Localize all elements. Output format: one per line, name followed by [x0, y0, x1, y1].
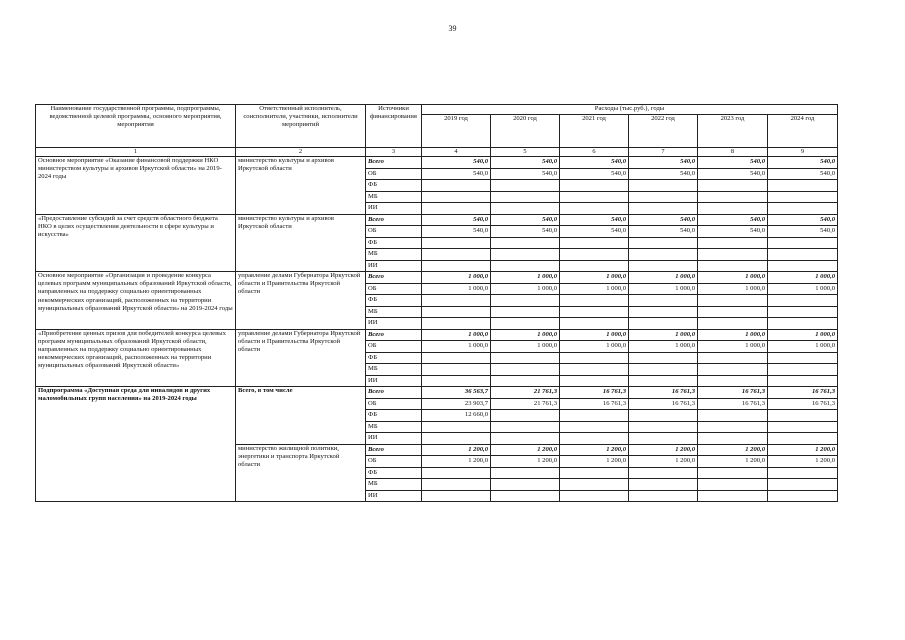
row-value	[422, 203, 491, 215]
row-value: 540,0	[698, 157, 768, 169]
row-value: 1 000,0	[698, 272, 768, 284]
row-value: 1 000,0	[560, 283, 629, 295]
row-value: 540,0	[768, 168, 838, 180]
row-source: Всего	[366, 214, 422, 226]
row-value: 21 761,3	[491, 387, 560, 399]
row-value	[560, 237, 629, 249]
row-value	[768, 364, 838, 376]
row-value: 540,0	[560, 214, 629, 226]
row-value	[768, 433, 838, 445]
row-source: Всего	[366, 387, 422, 399]
row-value: 1 000,0	[768, 329, 838, 341]
row-value	[560, 180, 629, 192]
row-value	[768, 467, 838, 479]
row-value: 16 761,3	[768, 398, 838, 410]
row-value	[698, 249, 768, 261]
row-source: МБ	[366, 364, 422, 376]
row-value	[560, 479, 629, 491]
row-value: 1 000,0	[768, 272, 838, 284]
row-source: ОБ	[366, 398, 422, 410]
row-value: 1 200,0	[698, 456, 768, 468]
row-value	[768, 295, 838, 307]
row-value	[491, 180, 560, 192]
row-value	[768, 249, 838, 261]
row-value	[560, 364, 629, 376]
row-value	[422, 467, 491, 479]
row-value: 1 000,0	[491, 283, 560, 295]
row-value	[629, 318, 698, 330]
row-value	[768, 421, 838, 433]
row-value: 1 000,0	[560, 341, 629, 353]
row-value: 21 761,3	[491, 398, 560, 410]
row-responsible: министерство жилищной политики, энергетики и транспорта Иркутской области	[236, 444, 366, 502]
row-value	[629, 260, 698, 272]
row-source: Всего	[366, 444, 422, 456]
row-value	[491, 375, 560, 387]
row-source: ОБ	[366, 168, 422, 180]
row-value	[491, 364, 560, 376]
row-value: 16 761,3	[698, 398, 768, 410]
row-value: 1 000,0	[491, 272, 560, 284]
row-value	[629, 467, 698, 479]
row-value	[422, 364, 491, 376]
row-value: 1 000,0	[422, 341, 491, 353]
row-value: 1 000,0	[629, 329, 698, 341]
row-value	[422, 490, 491, 502]
row-value	[698, 433, 768, 445]
row-value	[768, 479, 838, 491]
column-number: 2	[236, 148, 366, 157]
header-name-column: Наименование государственной программы, подпрограммы, ведомственной целевой программы, основного мероприятия, мероприятия	[36, 105, 236, 148]
row-value: 540,0	[698, 214, 768, 226]
row-value: 1 000,0	[491, 341, 560, 353]
row-source: ОБ	[366, 456, 422, 468]
row-value	[422, 180, 491, 192]
row-value: 540,0	[629, 214, 698, 226]
row-name: Основное мероприятие «Оказание финансовой поддержки НКО министерством культуры и архивов Иркутской области» на 2019-2024 годы	[36, 157, 236, 215]
row-value	[629, 306, 698, 318]
row-value: 1 000,0	[698, 341, 768, 353]
row-value	[422, 306, 491, 318]
row-value	[491, 490, 560, 502]
row-value	[698, 410, 768, 422]
row-source: МБ	[366, 191, 422, 203]
row-value	[560, 375, 629, 387]
row-value: 16 761,3	[629, 387, 698, 399]
row-value: 1 200,0	[629, 444, 698, 456]
row-value: 16 761,3	[560, 387, 629, 399]
row-value: 540,0	[560, 168, 629, 180]
row-value: 1 000,0	[491, 329, 560, 341]
row-value	[491, 260, 560, 272]
row-value	[698, 203, 768, 215]
row-value	[768, 306, 838, 318]
row-value: 16 761,3	[768, 387, 838, 399]
header-year: 2022 год	[629, 115, 698, 148]
row-value	[768, 375, 838, 387]
row-value	[698, 260, 768, 272]
row-value	[422, 433, 491, 445]
row-value	[560, 249, 629, 261]
row-name: Подпрограмма «Доступная среда для инвалидов и других маломобильных групп населения» на 2019-2024 годы	[36, 387, 236, 502]
header-year: 2023 год	[698, 115, 768, 148]
row-responsible: управление делами Губернатора Иркутской области и Правительства Иркутской области	[236, 329, 366, 387]
table-row	[36, 387, 838, 399]
row-responsible: министерство культуры и архивов Иркутской области	[236, 157, 366, 215]
row-source: ФБ	[366, 352, 422, 364]
row-value: 540,0	[422, 214, 491, 226]
header-year: 2020 год	[491, 115, 560, 148]
header-year: 2024 год	[768, 115, 838, 148]
row-value: 1 000,0	[422, 329, 491, 341]
row-value	[491, 318, 560, 330]
row-source: МБ	[366, 479, 422, 491]
row-source: ОБ	[366, 226, 422, 238]
row-source: МБ	[366, 421, 422, 433]
row-source: ИИ	[366, 433, 422, 445]
row-source: МБ	[366, 249, 422, 261]
row-source: ФБ	[366, 180, 422, 192]
row-value	[422, 249, 491, 261]
table-row	[36, 157, 838, 169]
row-source: ИИ	[366, 318, 422, 330]
row-value: 540,0	[629, 226, 698, 238]
row-value: 1 200,0	[560, 456, 629, 468]
row-source: ИИ	[366, 375, 422, 387]
row-value: 1 000,0	[768, 341, 838, 353]
row-value	[629, 203, 698, 215]
row-value	[698, 375, 768, 387]
page-number: 39	[448, 24, 457, 33]
row-value	[560, 490, 629, 502]
row-source: ИИ	[366, 203, 422, 215]
row-value	[560, 191, 629, 203]
row-value	[629, 237, 698, 249]
row-value: 1 000,0	[629, 272, 698, 284]
header-source-column: Источники финансирования	[366, 105, 422, 148]
row-value: 540,0	[629, 157, 698, 169]
row-source: Всего	[366, 329, 422, 341]
row-value: 540,0	[768, 226, 838, 238]
row-value: 540,0	[560, 157, 629, 169]
table-row	[36, 214, 838, 226]
row-value: 1 000,0	[422, 272, 491, 284]
header-year: 2021 год	[560, 115, 629, 148]
row-value	[422, 352, 491, 364]
row-value	[422, 237, 491, 249]
column-number: 5	[491, 148, 560, 157]
row-value	[560, 295, 629, 307]
row-value	[560, 203, 629, 215]
row-value	[491, 306, 560, 318]
row-value: 540,0	[698, 168, 768, 180]
row-value	[560, 421, 629, 433]
row-value	[422, 375, 491, 387]
row-value	[629, 375, 698, 387]
row-value	[629, 479, 698, 491]
row-value	[768, 191, 838, 203]
row-value	[422, 318, 491, 330]
row-source: Всего	[366, 157, 422, 169]
row-value	[629, 249, 698, 261]
row-value: 1 200,0	[698, 444, 768, 456]
row-source: ОБ	[366, 283, 422, 295]
row-value	[698, 490, 768, 502]
row-value	[491, 421, 560, 433]
row-value	[491, 352, 560, 364]
row-value	[560, 318, 629, 330]
row-value: 540,0	[698, 226, 768, 238]
row-source: ФБ	[366, 237, 422, 249]
row-value: 540,0	[422, 168, 491, 180]
row-value: 1 200,0	[768, 456, 838, 468]
row-value	[491, 191, 560, 203]
row-value	[698, 295, 768, 307]
row-value	[768, 318, 838, 330]
row-value	[629, 364, 698, 376]
row-value	[698, 180, 768, 192]
row-value	[698, 364, 768, 376]
row-source: МБ	[366, 306, 422, 318]
row-value	[560, 433, 629, 445]
row-value: 540,0	[491, 168, 560, 180]
row-value	[768, 352, 838, 364]
row-value	[629, 295, 698, 307]
row-value	[491, 433, 560, 445]
column-number: 1	[36, 148, 236, 157]
row-value: 1 200,0	[491, 444, 560, 456]
row-value: 12 660,0	[422, 410, 491, 422]
row-value	[422, 421, 491, 433]
row-value	[491, 467, 560, 479]
header-responsible-column: Ответственный исполнитель, соисполнители, участники, исполнители мероприятий	[236, 105, 366, 148]
row-value	[698, 479, 768, 491]
table-row	[36, 329, 838, 341]
row-value	[491, 295, 560, 307]
row-value: 540,0	[491, 226, 560, 238]
row-value: 1 200,0	[629, 456, 698, 468]
row-value	[629, 180, 698, 192]
row-value: 540,0	[629, 168, 698, 180]
row-value: 1 000,0	[698, 329, 768, 341]
row-value	[422, 260, 491, 272]
row-value	[491, 249, 560, 261]
row-value	[491, 203, 560, 215]
row-value	[491, 237, 560, 249]
row-value	[491, 410, 560, 422]
column-number: 6	[560, 148, 629, 157]
row-source: Всего	[366, 272, 422, 284]
row-value: 1 200,0	[422, 456, 491, 468]
row-source: ИИ	[366, 260, 422, 272]
row-value	[698, 352, 768, 364]
row-value: 540,0	[491, 157, 560, 169]
row-value	[768, 410, 838, 422]
row-value	[768, 180, 838, 192]
table-row	[36, 272, 838, 284]
row-value	[698, 237, 768, 249]
row-value	[629, 352, 698, 364]
row-source: ИИ	[366, 490, 422, 502]
row-value	[768, 237, 838, 249]
row-value	[560, 306, 629, 318]
row-source: ОБ	[366, 341, 422, 353]
row-value	[768, 203, 838, 215]
column-number: 4	[422, 148, 491, 157]
row-value: 36 563,7	[422, 387, 491, 399]
row-value: 1 200,0	[560, 444, 629, 456]
row-responsible: управление делами Губернатора Иркутской области и Правительства Иркутской области	[236, 272, 366, 330]
row-value	[698, 318, 768, 330]
row-responsible: министерство культуры и архивов Иркутской области	[236, 214, 366, 272]
row-name: «Приобретение ценных призов для победителей конкурса целевых программ муниципальных образований Иркутской области, направленных на поддержку социально ориентированных некоммерческих организаций, расположенных на территории муниципальных образований Иркутской области»	[36, 329, 236, 387]
row-value: 1 200,0	[422, 444, 491, 456]
row-value: 540,0	[422, 157, 491, 169]
row-value	[698, 306, 768, 318]
row-value: 23 903,7	[422, 398, 491, 410]
row-source: ФБ	[366, 410, 422, 422]
row-value	[560, 410, 629, 422]
row-value	[768, 260, 838, 272]
row-value: 16 761,3	[560, 398, 629, 410]
row-value: 1 000,0	[698, 283, 768, 295]
row-value: 1 000,0	[629, 283, 698, 295]
row-value: 540,0	[560, 226, 629, 238]
column-number: 7	[629, 148, 698, 157]
column-number: 3	[366, 148, 422, 157]
row-value: 540,0	[768, 214, 838, 226]
row-value: 16 761,3	[629, 398, 698, 410]
row-value: 1 000,0	[422, 283, 491, 295]
row-value	[698, 421, 768, 433]
row-value	[698, 191, 768, 203]
row-value: 16 761,3	[698, 387, 768, 399]
row-value	[560, 260, 629, 272]
row-value	[422, 191, 491, 203]
row-value	[560, 352, 629, 364]
row-value	[629, 433, 698, 445]
row-value	[768, 490, 838, 502]
row-value	[698, 467, 768, 479]
row-source: ФБ	[366, 295, 422, 307]
header-expenses-title: Расходы (тыс.руб.), годы	[422, 105, 838, 115]
column-number: 9	[768, 148, 838, 157]
header-year: 2019 год	[422, 115, 491, 148]
row-source: ФБ	[366, 467, 422, 479]
row-value: 1 200,0	[491, 456, 560, 468]
row-value: 1 200,0	[768, 444, 838, 456]
row-value: 540,0	[422, 226, 491, 238]
row-value: 1 000,0	[768, 283, 838, 295]
row-value	[629, 490, 698, 502]
row-value	[560, 467, 629, 479]
row-name: «Предоставление субсидий за счет средств областного бюджета НКО в целях осуществления деятельности в сфере культуры и искусства»	[36, 214, 236, 272]
row-value	[422, 295, 491, 307]
row-value: 540,0	[768, 157, 838, 169]
row-value	[629, 421, 698, 433]
row-value	[422, 479, 491, 491]
row-value: 1 000,0	[560, 272, 629, 284]
column-number: 8	[698, 148, 768, 157]
row-value: 1 000,0	[560, 329, 629, 341]
row-value: 540,0	[491, 214, 560, 226]
row-value	[629, 410, 698, 422]
row-value: 1 000,0	[629, 341, 698, 353]
row-name: Основное мероприятие «Организация и проведение конкурса целевых программ муниципальных образований Иркутской области, направленных на поддержку социально ориентированных некоммерческих организаций, расположенных на территории муниципальных образований Иркутской области» на 2019-2024 годы	[36, 272, 236, 330]
row-responsible: Всего, в том числе	[236, 387, 366, 445]
budget-table	[35, 104, 838, 502]
row-value	[491, 479, 560, 491]
row-value	[629, 191, 698, 203]
